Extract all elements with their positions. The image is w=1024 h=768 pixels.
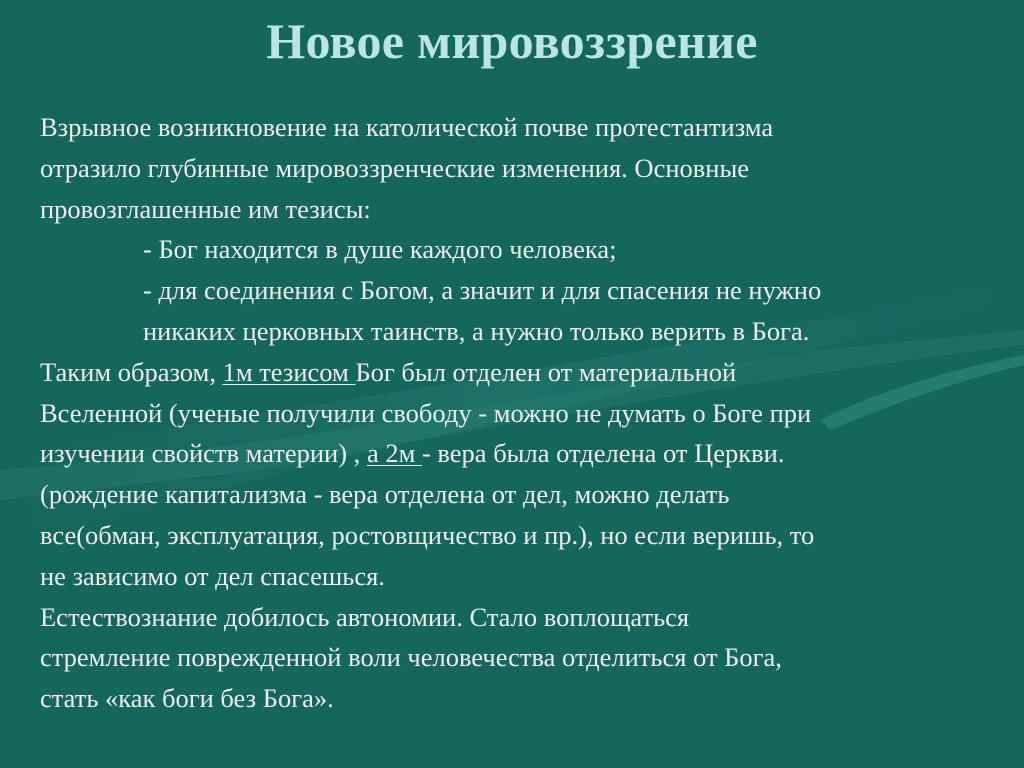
thesis-item: никаких церковных таинств, а нужно только верить в Бога. <box>143 315 810 346</box>
body-line: (рождение капитализма - вера отделена от дел, можно делать <box>40 479 730 510</box>
slide-body <box>40 107 1015 719</box>
body-text: Бог был отделен от материальной <box>355 356 737 387</box>
body-text: Таким образом, <box>40 356 223 387</box>
body-line: провозглашенные им тезисы: <box>40 193 371 224</box>
slide-title: Новое мировоззрение <box>266 13 758 69</box>
body-line: отразило глубинные мировоззренческие изменения. Основные <box>40 152 750 183</box>
underlined-term-second-thesis: а 2м <box>366 438 422 469</box>
underlined-term-first-thesis: 1м тезисом <box>222 356 356 387</box>
thesis-item: - для соединения с Богом, а значит и для спасения не нужно <box>143 275 822 306</box>
thesis-item: - Бог находится в душе каждого человека; <box>143 234 617 265</box>
body-line: стремление поврежденной воли человечества отделиться от Бога, <box>40 642 782 673</box>
body-line: стать «как боги без Бога». <box>40 683 334 714</box>
body-text: изучении свойств материи) , <box>40 438 367 469</box>
body-line: все(обман, эксплуатация, ростовщичество и пр.), но если веришь, то <box>40 519 815 550</box>
body-line: Взрывное возникновение на католической почве протестантизма <box>40 112 774 142</box>
body-line: не зависимо от дел спасешься. <box>40 560 385 591</box>
body-line <box>40 352 1015 393</box>
body-line <box>40 433 1015 474</box>
body-line: Вселенной (ученые получили свободу - можно не думать о Боге при <box>40 397 812 428</box>
body-text: - вера была отделена от Церкви. <box>421 438 785 469</box>
body-line: Естествознание добилось автономии. Стало воплощаться <box>40 601 690 632</box>
